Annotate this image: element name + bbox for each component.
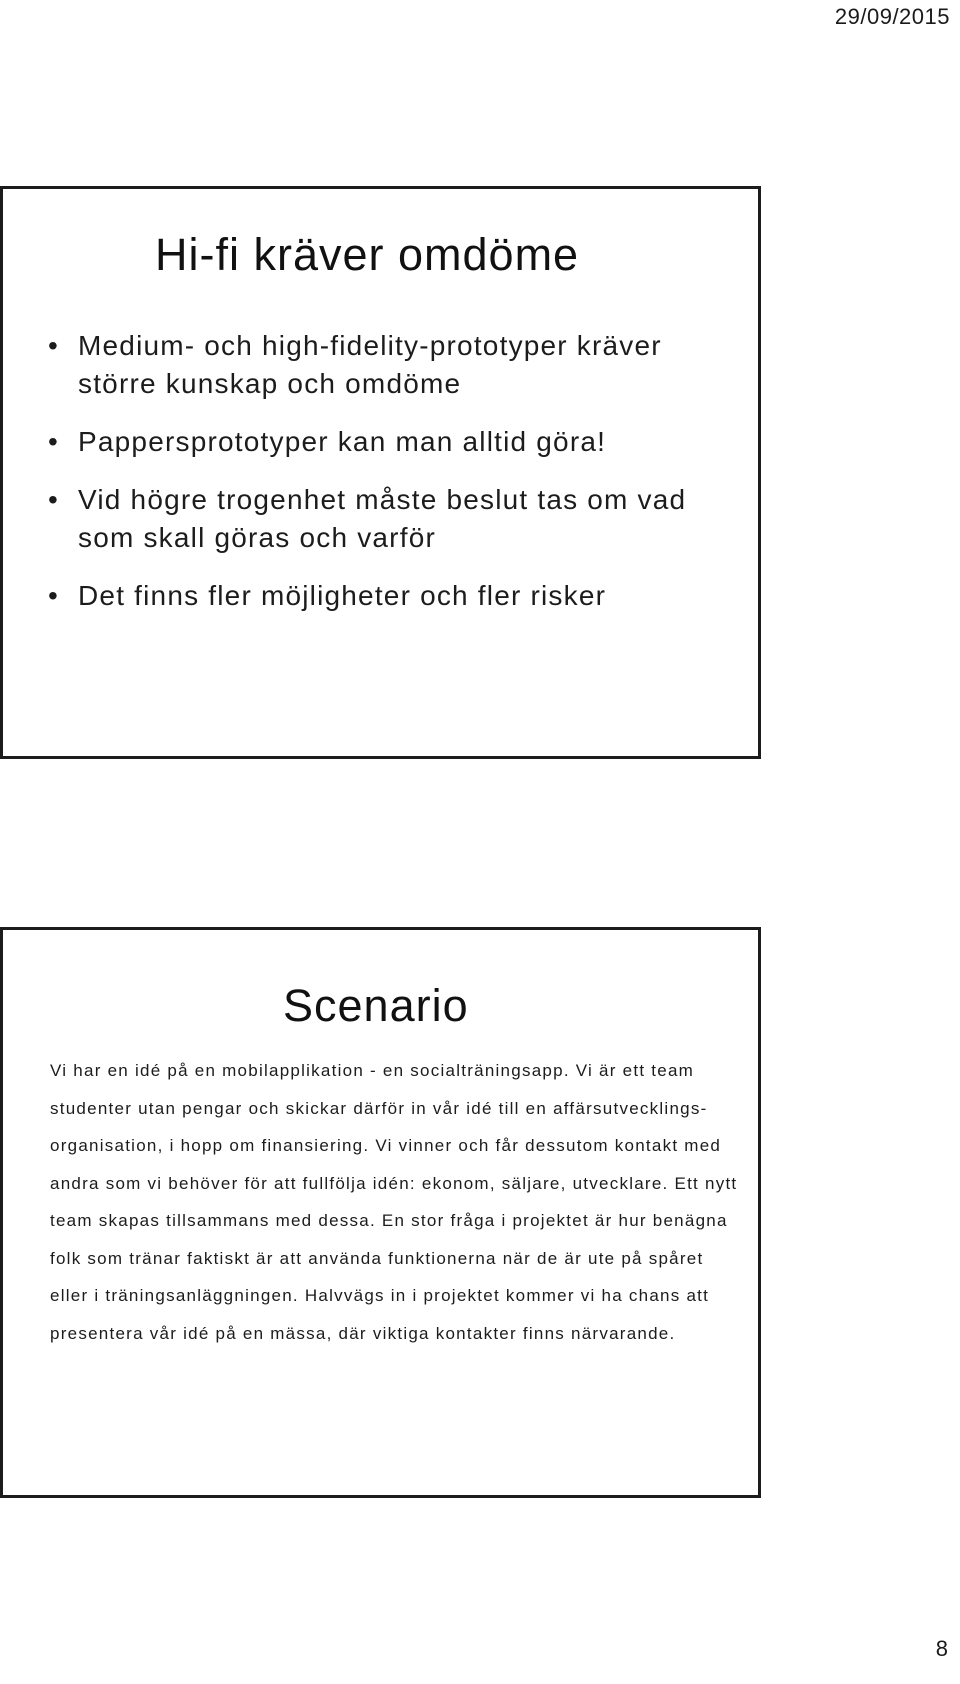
slide-title: Hi-fi kräver omdöme	[155, 229, 580, 280]
bullet-dot-icon: •	[48, 580, 60, 611]
bullet-item	[48, 423, 748, 461]
bullet-dot-icon: •	[48, 426, 60, 457]
page-date: 29/09/2015	[834, 4, 950, 29]
bullet-text: Medium- och high-fidelity-prototyper kräver större kunskap och omdöme	[78, 330, 662, 399]
slide-hifi	[0, 186, 761, 759]
bullet-list	[48, 327, 748, 635]
bullet-item	[48, 577, 748, 615]
slide-scenario	[0, 927, 761, 1498]
bullet-text: Pappersprototyper kan man alltid göra!	[78, 426, 607, 457]
bullet-text: Vid högre trogenhet måste beslut tas om vad som skall göras och varför	[78, 484, 687, 553]
bullet-item	[48, 327, 748, 403]
bullet-dot-icon: •	[48, 330, 60, 361]
bullet-text: Det finns fler möjligheter och fler risker	[78, 580, 607, 611]
bullet-dot-icon: •	[48, 484, 60, 515]
page-number: 8	[935, 1636, 948, 1661]
slide-title: Scenario	[283, 980, 469, 1031]
bullet-item	[48, 481, 748, 557]
scenario-body-text: Vi har en idé på en mobilapplikation - en socialträningsapp. Vi är ett team studenter utan pengar och skickar därför in vår idé till en affärsutvecklings- organisation, i hopp om finansiering. Vi vinner och får dessutom kontakt med andra som vi behöver för att fullfölja idén: ekonom, säljare, utvecklare. Ett nytt team skapas tillsammans med dessa. En stor fråga i projektet är hur benägna folk som tränar faktiskt är att använda funktionerna när de är ute på spåret eller i träningsanläggningen. Halvvägs in i projektet kommer vi ha chans att presentera vår idé på en mässa, där viktiga kontakter finns närvarande.	[50, 1061, 738, 1343]
